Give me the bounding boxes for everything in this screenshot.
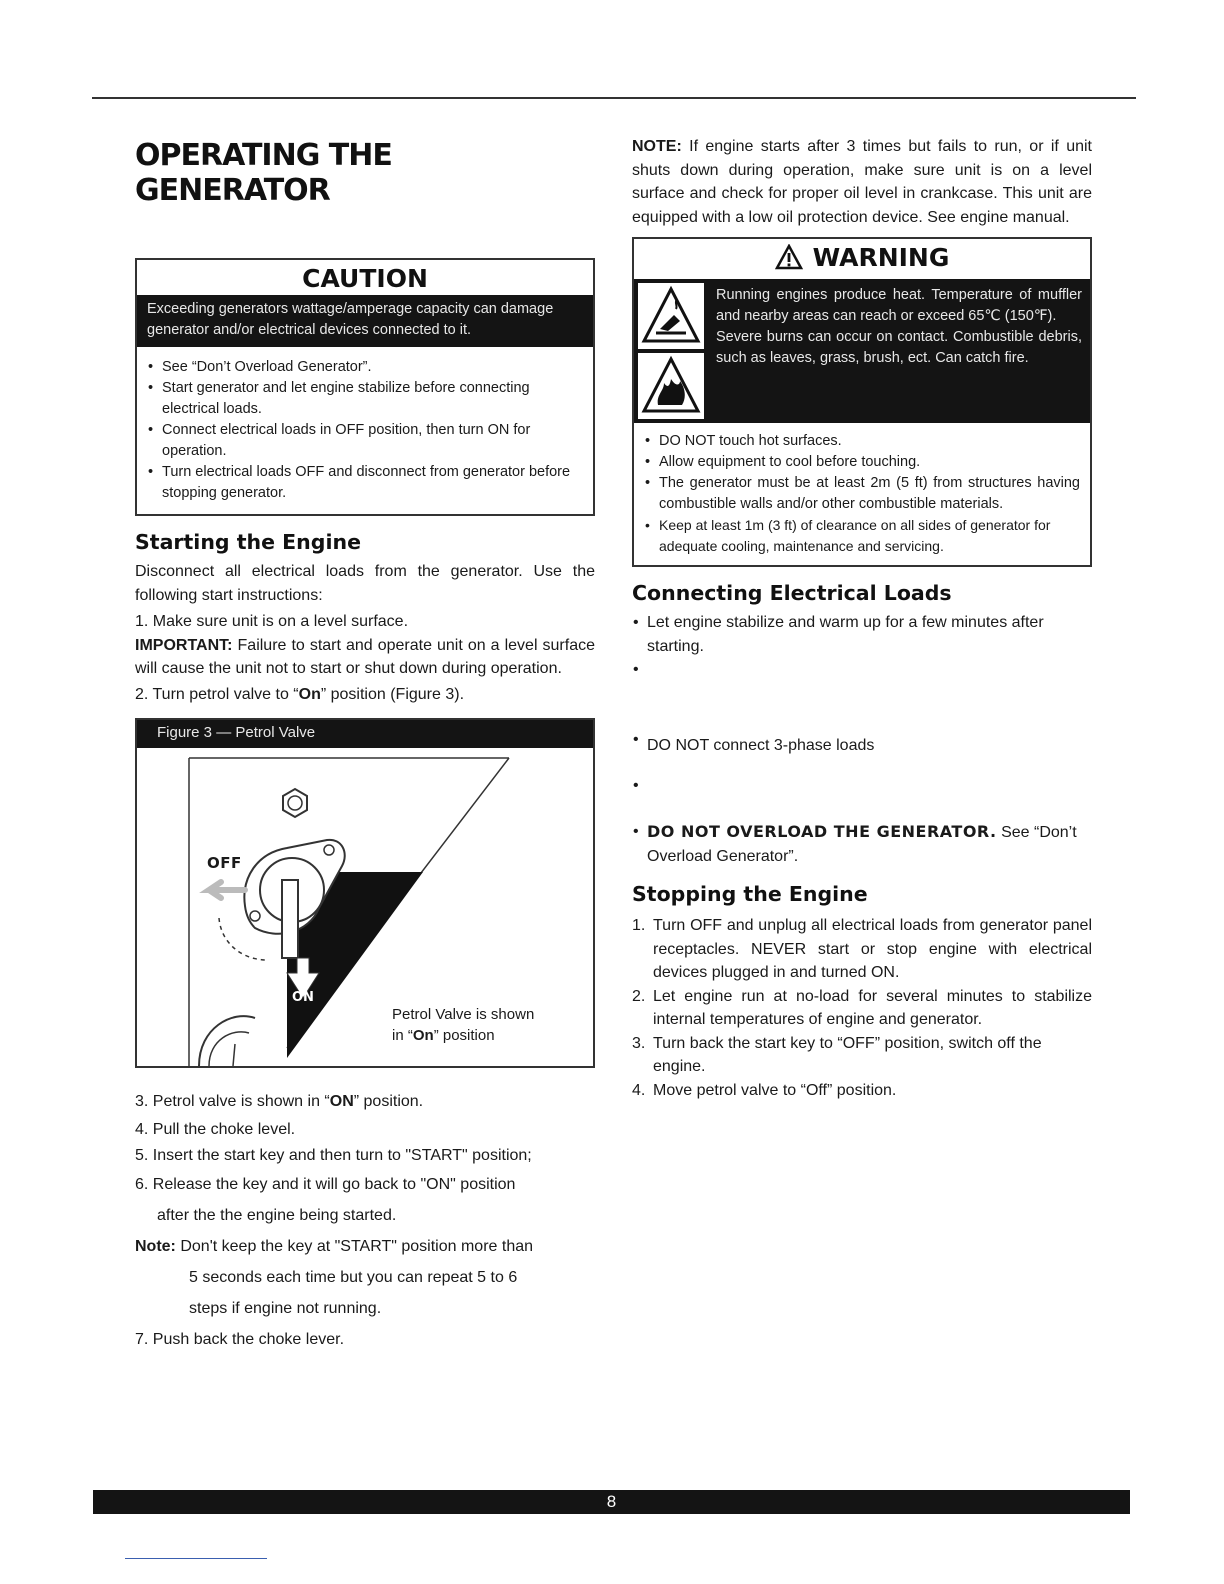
note-paragraph: [632, 135, 1092, 229]
step-2-bold: On: [298, 685, 321, 703]
warning-heading-row: [634, 239, 1090, 279]
stopping-step: 3. Turn back the start key to “OFF” position, switch off the engine.: [632, 1034, 1042, 1075]
warning-burn-text: Severe burns can occur on contact. Combustible debris, such as leaves, grass, brush, ect. Can catch fire.: [716, 329, 1082, 366]
connecting-bullet: • DO NOT connect 3-phase loads: [632, 728, 1092, 774]
warning-triangle-icon: [775, 244, 803, 270]
page-number: 8: [606, 1492, 617, 1511]
footer-line: [125, 1558, 267, 1559]
important-label: IMPORTANT:: [135, 636, 233, 654]
figure-petrol-valve: [135, 718, 595, 1068]
fire-icon: [638, 353, 704, 419]
on-label: ON: [292, 990, 314, 1005]
caution-bullets: [137, 347, 593, 514]
top-rule: [92, 97, 1136, 99]
caution-bullet: • Connect electrical loads in OFF position, then turn ON for operation.: [147, 420, 585, 462]
caption-text: in “: [392, 1027, 413, 1044]
step-3-text-end: ” position.: [353, 1093, 424, 1110]
caution-warning-text: Exceeding generators wattage/amperage capacity can damage generator and/or electrical devices connected to it.: [137, 295, 593, 347]
overload-rest: See “Don’t Overload Generator”.: [647, 824, 1077, 865]
starting-step-3: [135, 1086, 595, 1117]
starting-steps: [135, 1086, 595, 1355]
warning-bullets: [634, 423, 1090, 565]
step-3-text: 3. Petrol valve is shown in “: [135, 1093, 330, 1110]
stopping-step: 2. Let engine run at no-load for several minutes to stabilize internal temperatures of engine and generator.: [632, 987, 1092, 1028]
figure-caption: [392, 1004, 534, 1046]
caution-box: [135, 258, 595, 516]
connecting-heading: Connecting Electrical Loads: [632, 581, 952, 605]
caption-line-1: Petrol Valve is shown: [392, 1006, 535, 1023]
stopping-step-text: Turn back the start key to “OFF” position, switch off the engine.: [653, 1034, 1042, 1075]
warning-heat-text: Running engines produce heat. Temperature of muffler and nearby areas can reach or exceed 65℃ (150℉).: [716, 287, 1082, 324]
important-text: Failure to start and operate unit on a level surface will cause the unit not to start or shut down during operation.: [135, 636, 596, 677]
starting-step-6-cont: after the the engine being started.: [157, 1207, 397, 1224]
caution-bullet: • See “Don’t Overload Generator”.: [147, 357, 585, 378]
stopping-step-text: Turn OFF and unplug all electrical loads from generator panel receptacles. NEVER start or stop engine with electrical devices plugged in and turned ON.: [653, 917, 1092, 981]
stopping-step: 1. Turn OFF and unplug all electrical loads from generator panel receptacles. NEVER start or stop engine with electrical devices plugged in and turned ON.: [632, 917, 1092, 981]
connecting-bullet-empty: [632, 774, 1092, 820]
caption-bold: On: [412, 1027, 434, 1044]
connecting-bullet-overload: [632, 820, 1092, 868]
connecting-bullet-empty: [632, 658, 1092, 728]
starting-step-4: 4. Pull the choke level.: [135, 1121, 296, 1138]
left-column: [135, 130, 595, 1355]
caution-heading: CAUTION: [302, 264, 428, 293]
stopping-step: 4. Move petrol valve to “Off” position.: [632, 1081, 897, 1099]
page-number-bar: [93, 1490, 1130, 1514]
step-3-bold: ON: [329, 1093, 354, 1110]
page-title: OPERATING THE GENERATOR: [135, 138, 392, 208]
caution-bullet: • Turn electrical loads OFF and disconnect from generator before stopping generator.: [147, 462, 585, 504]
warning-heading: WARNING: [812, 243, 950, 272]
warning-bullet: • The generator must be at least 2m (5 ft) from structures having combustible walls and/or other combustible materials.: [644, 473, 1080, 515]
note-line-3: steps if engine not running.: [189, 1300, 382, 1317]
caption-line-2: [392, 1025, 534, 1046]
connecting-bullet: • Let engine stabilize and warm up for a few minutes after starting.: [632, 611, 1092, 658]
warning-bullet: • DO NOT touch hot surfaces.: [644, 431, 1080, 452]
warning-box: [632, 237, 1092, 567]
warning-icons: [634, 279, 710, 423]
starting-heading: Starting the Engine: [135, 530, 361, 554]
note-right-text: If engine starts after 3 times but fails to run, or if unit shuts down during operation, make sure unit is on a level surface and check for proper oil level in crankcase. This unit are equipped with a low oil protection device. See engine manual.: [632, 138, 1092, 226]
stopping-heading: Stopping the Engine: [632, 882, 868, 906]
caution-bullet: • Start generator and let engine stabilize before connecting electrical loads.: [147, 378, 585, 420]
starting-step-6: 6. Release the key and it will go back to "ON" position: [135, 1176, 516, 1193]
note-line: [135, 1231, 595, 1262]
note-line-2: 5 seconds each time but you can repeat 5 to 6: [189, 1269, 518, 1286]
stopping-steps: [632, 914, 1092, 1102]
starting-step-7: 7. Push back the choke lever.: [135, 1331, 345, 1348]
step-2-text: 2. Turn petrol valve to “: [135, 685, 299, 703]
step-2-text-end: ” position (Figure 3).: [320, 685, 465, 703]
hot-surface-icon: [638, 283, 704, 349]
warning-bullet: • Allow equipment to cool before touching.: [644, 452, 1080, 473]
overload-bold: DO NOT OVERLOAD THE GENERATOR.: [647, 822, 997, 841]
starting-intro: Disconnect all electrical loads from the generator. Use the following start instructions:: [135, 563, 595, 604]
stopping-step-text: Move petrol valve to “Off” position.: [653, 1081, 897, 1099]
stopping-step-text: Let engine run at no-load for several minutes to stabilize internal temperatures of engine and generator.: [653, 987, 1092, 1028]
note-right-label: NOTE:: [632, 138, 682, 155]
connecting-bullets: [632, 605, 1092, 868]
important-paragraph: [135, 634, 595, 681]
starting-step-5: 5. Insert the start key and then turn to "START" position;: [135, 1147, 532, 1164]
off-label: OFF: [207, 854, 242, 872]
note-label: Note:: [135, 1238, 176, 1255]
warning-dark-panel: [634, 279, 1090, 423]
warning-dark-text: [710, 279, 1090, 423]
right-column: [632, 135, 1092, 1102]
starting-step-2: [135, 683, 595, 707]
note-text: Don't keep the key at "START" position more than: [180, 1238, 534, 1255]
warning-bullet: • Keep at least 1m (3 ft) of clearance on all sides of generator for adequate cooling, maintenance and servicing.: [644, 515, 1080, 557]
figure-title: Figure 3 — Petrol Valve: [137, 720, 593, 748]
caption-text-end: ” position: [433, 1027, 495, 1044]
starting-step-1: 1. Make sure unit is on a level surface.: [135, 613, 409, 630]
